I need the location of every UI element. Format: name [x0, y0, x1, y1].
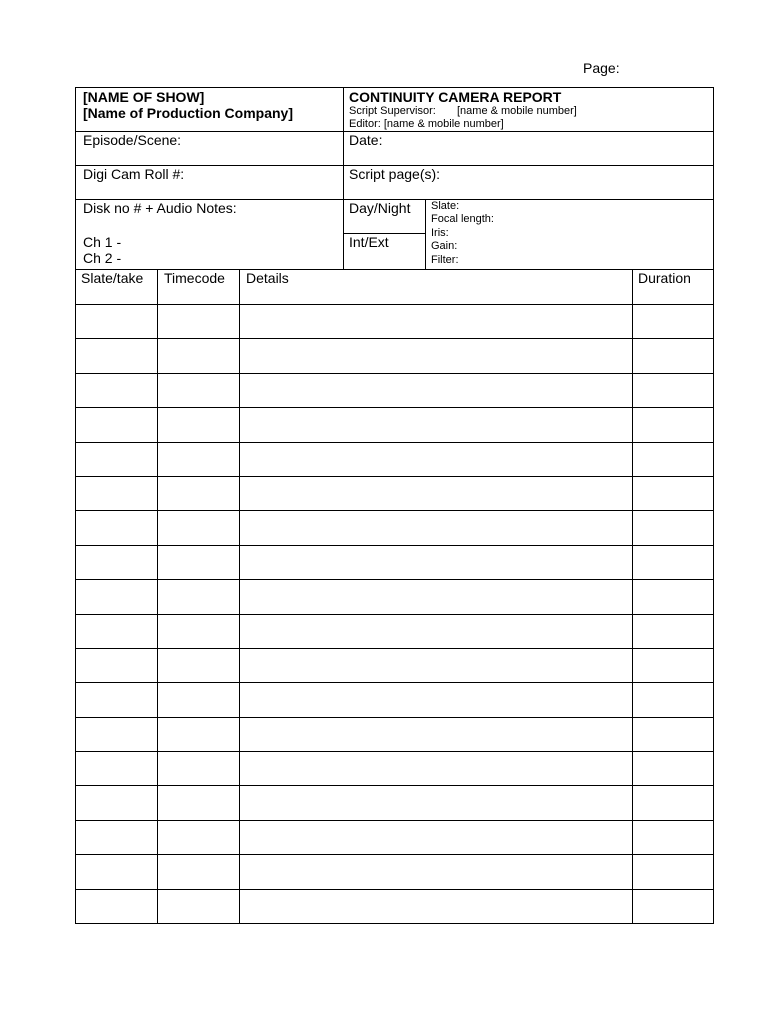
- editor-line: Editor: [name & mobile number]: [349, 118, 504, 130]
- script-supervisor-label: Script Supervisor:: [349, 105, 436, 117]
- table-row[interactable]: [76, 821, 713, 854]
- slate-field[interactable]: Slate:: [431, 200, 460, 212]
- table-row[interactable]: [76, 890, 713, 923]
- column-header-details: Details: [246, 270, 289, 286]
- gain-field[interactable]: Gain:: [431, 240, 458, 252]
- table-row[interactable]: [76, 546, 713, 579]
- column-header-slate-take: Slate/take: [81, 270, 144, 286]
- camera-report-form: [75, 87, 714, 924]
- table-row[interactable]: [76, 683, 713, 716]
- table-row[interactable]: [76, 752, 713, 785]
- table-row[interactable]: [76, 443, 713, 476]
- column-header-duration: Duration: [638, 270, 691, 286]
- column-header-timecode: Timecode: [164, 270, 225, 286]
- table-row[interactable]: [76, 718, 713, 751]
- production-company: [Name of Production Company]: [83, 105, 294, 121]
- digi-cam-roll-field[interactable]: Digi Cam Roll #:: [83, 166, 185, 182]
- table-row[interactable]: [76, 786, 713, 819]
- table-row[interactable]: [76, 305, 713, 338]
- disk-audio-notes-field[interactable]: Disk no # + Audio Notes:: [83, 200, 237, 216]
- table-row[interactable]: [76, 408, 713, 441]
- int-ext-field[interactable]: Int/Ext: [349, 234, 389, 250]
- date-field[interactable]: Date:: [349, 132, 383, 148]
- table-row[interactable]: [76, 855, 713, 888]
- table-row[interactable]: [76, 477, 713, 510]
- channel-1-field[interactable]: Ch 1 -: [83, 234, 122, 250]
- page-number-label: Page:: [583, 60, 620, 76]
- table-row[interactable]: [76, 511, 713, 544]
- filter-field[interactable]: Filter:: [431, 254, 459, 266]
- table-row[interactable]: [76, 374, 713, 407]
- table-row[interactable]: [76, 649, 713, 682]
- table-row[interactable]: [76, 580, 713, 613]
- report-title: CONTINUITY CAMERA REPORT: [349, 89, 562, 105]
- iris-field[interactable]: Iris:: [431, 227, 449, 239]
- table-row[interactable]: [76, 615, 713, 648]
- day-night-field[interactable]: Day/Night: [349, 200, 411, 216]
- channel-2-field[interactable]: Ch 2 -: [83, 250, 122, 266]
- script-supervisor-value: [name & mobile number]: [457, 105, 577, 117]
- table-row[interactable]: [76, 339, 713, 372]
- script-pages-field[interactable]: Script page(s):: [349, 166, 441, 182]
- episode-scene-field[interactable]: Episode/Scene:: [83, 132, 182, 148]
- focal-length-field[interactable]: Focal length:: [431, 213, 494, 225]
- show-name: [NAME OF SHOW]: [83, 89, 205, 105]
